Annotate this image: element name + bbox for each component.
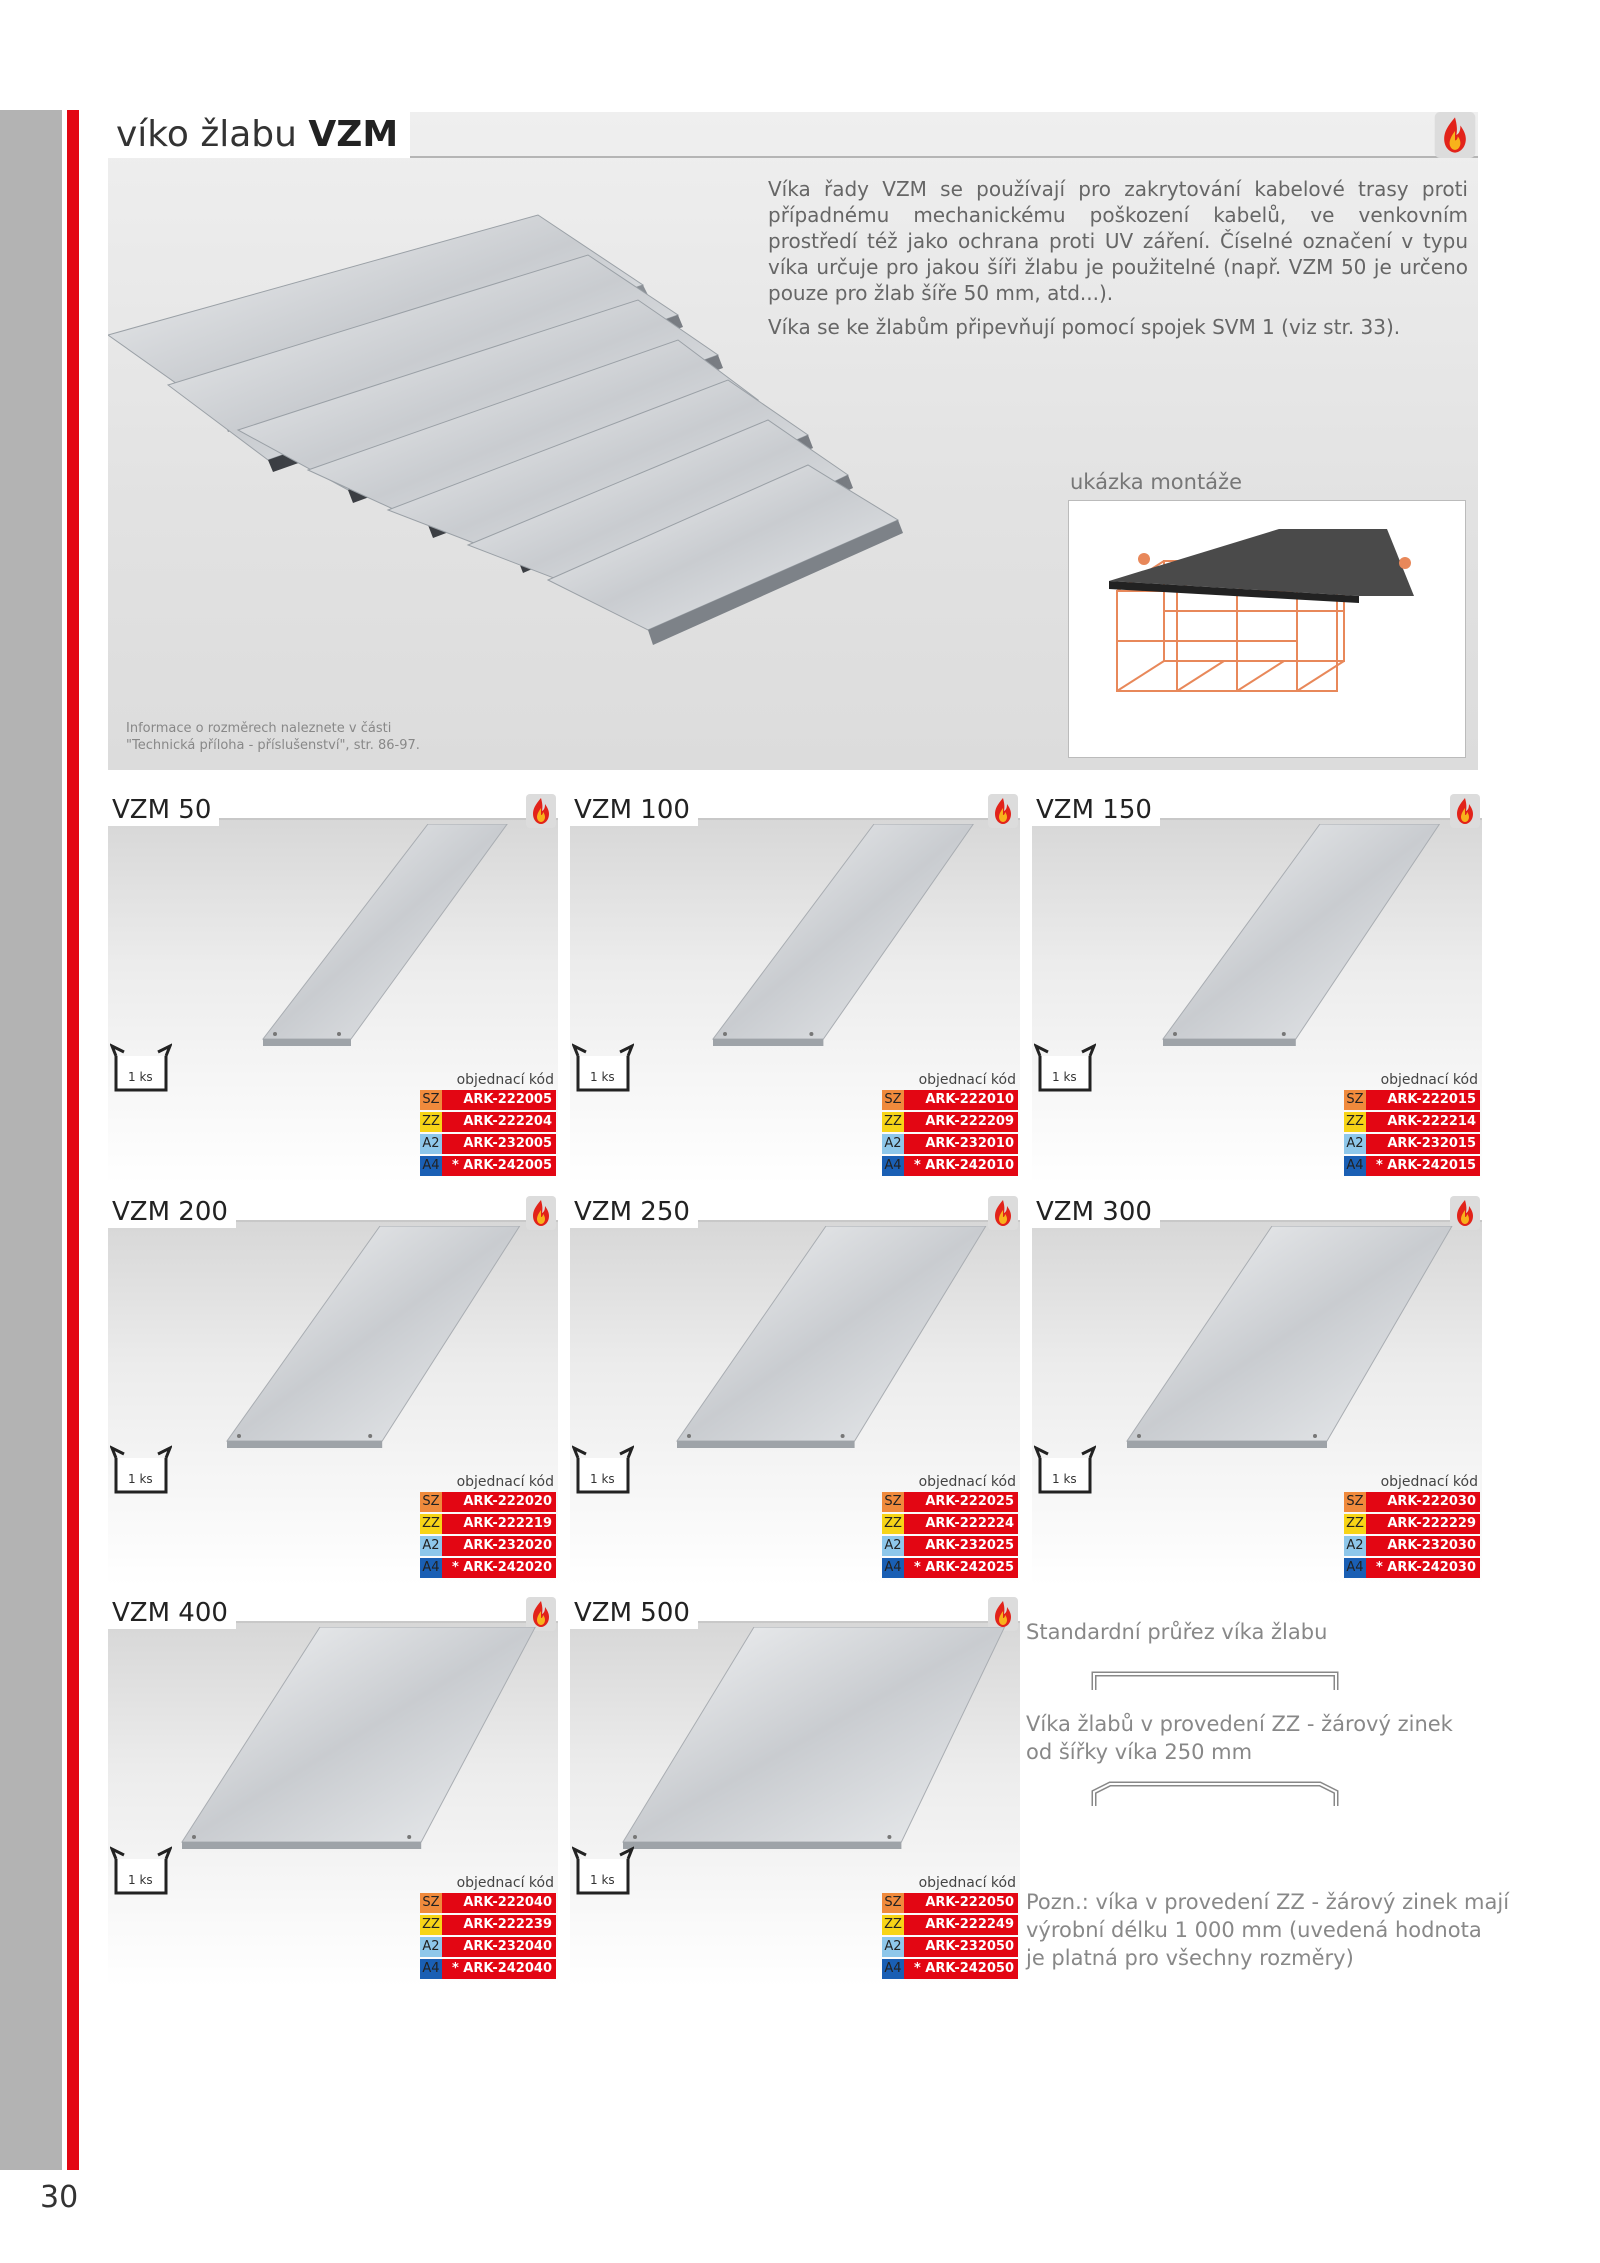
- zz-profile-drawing: [1090, 1778, 1340, 1808]
- product-title: VZM 250: [570, 1196, 698, 1228]
- order-code: ARK-222015: [1366, 1090, 1480, 1110]
- fire-resistance-icon: [1434, 112, 1476, 158]
- side-note-line3: je platná pro všechny rozměry): [1026, 1946, 1354, 1970]
- order-code-row: [1344, 1156, 1480, 1176]
- order-code-row: [1344, 1536, 1480, 1556]
- order-code-table: [420, 1893, 556, 1981]
- order-code: * ARK-242015: [1366, 1156, 1480, 1176]
- product-image: [108, 1627, 558, 1857]
- order-code-row: [882, 1492, 1018, 1512]
- order-code-row: [1344, 1134, 1480, 1154]
- order-code-row: [882, 1915, 1018, 1935]
- variant-tag: ZZ: [420, 1915, 442, 1935]
- order-code-row: [420, 1915, 556, 1935]
- standard-profile-label: Standardní průřez víka žlabu: [1026, 1620, 1328, 1644]
- package-quantity: 1 ks: [128, 1873, 153, 1887]
- order-code-table: [1344, 1090, 1480, 1178]
- product-image: [570, 1627, 1020, 1857]
- product-card: [108, 1597, 558, 1987]
- order-code: ARK-222219: [442, 1514, 556, 1534]
- order-code-table: [420, 1492, 556, 1580]
- order-code-label: objednací kód: [456, 1875, 554, 1891]
- side-note-line1: Pozn.: víka v provedení ZZ - žárový zinek mají: [1026, 1890, 1510, 1914]
- order-code: * ARK-242025: [904, 1558, 1018, 1578]
- fire-resistance-icon: [1450, 794, 1480, 828]
- product-image: [108, 1226, 558, 1456]
- product-title: VZM 500: [570, 1597, 698, 1629]
- order-code-label: objednací kód: [1380, 1072, 1478, 1088]
- variant-tag: A2: [420, 1536, 442, 1556]
- order-code-row: [1344, 1112, 1480, 1132]
- order-code: ARK-232030: [1366, 1536, 1480, 1556]
- package-quantity: 1 ks: [128, 1472, 153, 1486]
- variant-tag: A2: [882, 1134, 904, 1154]
- order-code-row: [420, 1514, 556, 1534]
- order-code-row: [882, 1893, 1018, 1913]
- order-code-table: [882, 1492, 1018, 1580]
- variant-tag: A4: [882, 1959, 904, 1979]
- variant-tag: ZZ: [420, 1514, 442, 1534]
- order-code-row: [882, 1536, 1018, 1556]
- sidebar-red-bar: [67, 110, 79, 2170]
- order-code-label: objednací kód: [918, 1875, 1016, 1891]
- order-code-row: [420, 1156, 556, 1176]
- package-icon: [110, 1444, 172, 1496]
- product-title: VZM 400: [108, 1597, 236, 1629]
- order-code-row: [882, 1558, 1018, 1578]
- fire-resistance-icon: [988, 794, 1018, 828]
- product-image: [1032, 1226, 1482, 1456]
- side-note: [1026, 1888, 1509, 1972]
- product-image: [570, 824, 1020, 1054]
- variant-tag: A4: [420, 1156, 442, 1176]
- variant-tag: ZZ: [420, 1112, 442, 1132]
- package-quantity: 1 ks: [590, 1070, 615, 1084]
- sidebar-gray-bar: [0, 110, 62, 2170]
- variant-tag: A4: [1344, 1156, 1366, 1176]
- package-quantity: 1 ks: [1052, 1070, 1077, 1084]
- order-code-row: [882, 1959, 1018, 1979]
- order-code: ARK-232020: [442, 1536, 556, 1556]
- package-icon: [572, 1042, 634, 1094]
- order-code-row: [1344, 1492, 1480, 1512]
- product-card: [570, 1597, 1020, 1987]
- hero-description-2: Víka se ke žlabům připevňují pomocí spojek SVM 1 (viz str. 33).: [768, 315, 1401, 339]
- order-code-row: [1344, 1090, 1480, 1110]
- variant-tag: SZ: [882, 1893, 904, 1913]
- order-code-table: [1344, 1492, 1480, 1580]
- variant-tag: ZZ: [882, 1514, 904, 1534]
- order-code-label: objednací kód: [918, 1474, 1016, 1490]
- order-code: ARK-222214: [1366, 1112, 1480, 1132]
- order-code-label: objednací kód: [456, 1072, 554, 1088]
- fire-resistance-icon: [526, 1196, 556, 1230]
- variant-tag: A4: [420, 1558, 442, 1578]
- order-code: ARK-232025: [904, 1536, 1018, 1556]
- mount-example-image: [1068, 500, 1466, 758]
- order-code-row: [420, 1558, 556, 1578]
- package-quantity: 1 ks: [590, 1873, 615, 1887]
- product-card: [1032, 794, 1482, 1184]
- variant-tag: SZ: [1344, 1090, 1366, 1110]
- order-code: * ARK-242020: [442, 1558, 556, 1578]
- order-code-label: objednací kód: [1380, 1474, 1478, 1490]
- order-code: ARK-232040: [442, 1937, 556, 1957]
- package-icon: [572, 1845, 634, 1897]
- zz-profile-line1: Víka žlabů v provedení ZZ - žárový zinek: [1026, 1712, 1453, 1736]
- order-code: * ARK-242010: [904, 1156, 1018, 1176]
- page-number: 30: [40, 2180, 79, 2215]
- package-icon: [1034, 1444, 1096, 1496]
- order-code: * ARK-242005: [442, 1156, 556, 1176]
- order-code-label: objednací kód: [918, 1072, 1016, 1088]
- product-card: [570, 794, 1020, 1184]
- order-code-row: [420, 1112, 556, 1132]
- fire-resistance-icon: [988, 1196, 1018, 1230]
- order-code: ARK-222025: [904, 1492, 1018, 1512]
- product-title: VZM 100: [570, 794, 698, 826]
- order-code: ARK-232050: [904, 1937, 1018, 1957]
- package-icon: [110, 1845, 172, 1897]
- zz-profile-label: [1026, 1710, 1453, 1766]
- order-code-row: [1344, 1514, 1480, 1534]
- order-code: ARK-222204: [442, 1112, 556, 1132]
- hero-footnote-line2: "Technická příloha - příslušenství", str. 86-97.: [126, 738, 420, 753]
- order-code: ARK-222239: [442, 1915, 556, 1935]
- order-code-row: [882, 1514, 1018, 1534]
- order-code-row: [420, 1937, 556, 1957]
- product-card: [570, 1196, 1020, 1586]
- package-quantity: 1 ks: [1052, 1472, 1077, 1486]
- order-code: ARK-222224: [904, 1514, 1018, 1534]
- variant-tag: SZ: [420, 1492, 442, 1512]
- order-code-row: [420, 1492, 556, 1512]
- variant-tag: A2: [420, 1134, 442, 1154]
- order-code-row: [420, 1893, 556, 1913]
- fire-resistance-icon: [1450, 1196, 1480, 1230]
- order-code: * ARK-242050: [904, 1959, 1018, 1979]
- order-code-row: [1344, 1558, 1480, 1578]
- product-card: [1032, 1196, 1482, 1586]
- package-icon: [110, 1042, 172, 1094]
- package-icon: [572, 1444, 634, 1496]
- fire-resistance-icon: [526, 1597, 556, 1631]
- order-code-label: objednací kód: [456, 1474, 554, 1490]
- hero-footnote-line1: Informace o rozměrech naleznete v části: [126, 721, 392, 736]
- variant-tag: SZ: [420, 1090, 442, 1110]
- variant-tag: A2: [420, 1937, 442, 1957]
- variant-tag: A2: [1344, 1536, 1366, 1556]
- order-code: ARK-222040: [442, 1893, 556, 1913]
- order-code: ARK-232005: [442, 1134, 556, 1154]
- product-title: VZM 300: [1032, 1196, 1160, 1228]
- variant-tag: A2: [1344, 1134, 1366, 1154]
- order-code-table: [882, 1893, 1018, 1981]
- order-code-row: [420, 1959, 556, 1979]
- variant-tag: SZ: [420, 1893, 442, 1913]
- variant-tag: A4: [420, 1959, 442, 1979]
- variant-tag: SZ: [882, 1492, 904, 1512]
- variant-tag: A4: [882, 1558, 904, 1578]
- order-code: ARK-222030: [1366, 1492, 1480, 1512]
- product-title: VZM 200: [108, 1196, 236, 1228]
- standard-profile-drawing: [1090, 1668, 1340, 1692]
- order-code: ARK-222229: [1366, 1514, 1480, 1534]
- variant-tag: A2: [882, 1937, 904, 1957]
- product-image: [570, 1226, 1020, 1456]
- package-icon: [1034, 1042, 1096, 1094]
- order-code-row: [420, 1090, 556, 1110]
- order-code: ARK-222020: [442, 1492, 556, 1512]
- order-code-row: [882, 1134, 1018, 1154]
- package-quantity: 1 ks: [128, 1070, 153, 1084]
- order-code-row: [882, 1090, 1018, 1110]
- variant-tag: A4: [882, 1156, 904, 1176]
- order-code: ARK-222050: [904, 1893, 1018, 1913]
- page-title-light: víko žlabu: [116, 114, 297, 155]
- variant-tag: A4: [1344, 1558, 1366, 1578]
- order-code-row: [882, 1156, 1018, 1176]
- order-code: * ARK-242030: [1366, 1558, 1480, 1578]
- mount-example-label: ukázka montáže: [1070, 470, 1242, 494]
- zz-profile-line2: od šířky víka 250 mm: [1026, 1740, 1253, 1764]
- variant-tag: SZ: [1344, 1492, 1366, 1512]
- variant-tag: A2: [882, 1536, 904, 1556]
- product-image: [1032, 824, 1482, 1054]
- order-code: ARK-232010: [904, 1134, 1018, 1154]
- fire-resistance-icon: [988, 1597, 1018, 1631]
- hero-description: [768, 176, 1468, 348]
- order-code: ARK-222010: [904, 1090, 1018, 1110]
- order-code-table: [882, 1090, 1018, 1178]
- order-code: ARK-232015: [1366, 1134, 1480, 1154]
- product-title: VZM 150: [1032, 794, 1160, 826]
- product-title: VZM 50: [108, 794, 219, 826]
- order-code: ARK-222249: [904, 1915, 1018, 1935]
- package-quantity: 1 ks: [590, 1472, 615, 1486]
- order-code: ARK-222209: [904, 1112, 1018, 1132]
- hero-footnote: [126, 720, 420, 754]
- variant-tag: ZZ: [882, 1915, 904, 1935]
- order-code: * ARK-242040: [442, 1959, 556, 1979]
- product-card: [108, 794, 558, 1184]
- page-title-bold: VZM: [308, 114, 399, 155]
- side-note-line2: výrobní délku 1 000 mm (uvedená hodnota: [1026, 1918, 1482, 1942]
- product-image: [108, 824, 558, 1054]
- hero-description-1: Víka řady VZM se používají pro zakrytování kabelové trasy proti případnému mechanickému poškození kabelů, ve venkovním prostředí též jako ochrana proti UV záření. Číselné označení v typu víka určuje pro jakou šíři žlabu je použitelné (např. VZM 50 je určeno pouze pro žlab šíře 50 mm, atd...).: [768, 177, 1468, 305]
- page-title: [108, 112, 410, 158]
- order-code-row: [420, 1536, 556, 1556]
- variant-tag: ZZ: [1344, 1112, 1366, 1132]
- fire-resistance-icon: [526, 794, 556, 828]
- order-code-row: [882, 1937, 1018, 1957]
- variant-tag: ZZ: [882, 1112, 904, 1132]
- product-card: [108, 1196, 558, 1586]
- order-code-row: [882, 1112, 1018, 1132]
- order-code-table: [420, 1090, 556, 1178]
- variant-tag: ZZ: [1344, 1514, 1366, 1534]
- variant-tag: SZ: [882, 1090, 904, 1110]
- order-code: ARK-222005: [442, 1090, 556, 1110]
- order-code-row: [420, 1134, 556, 1154]
